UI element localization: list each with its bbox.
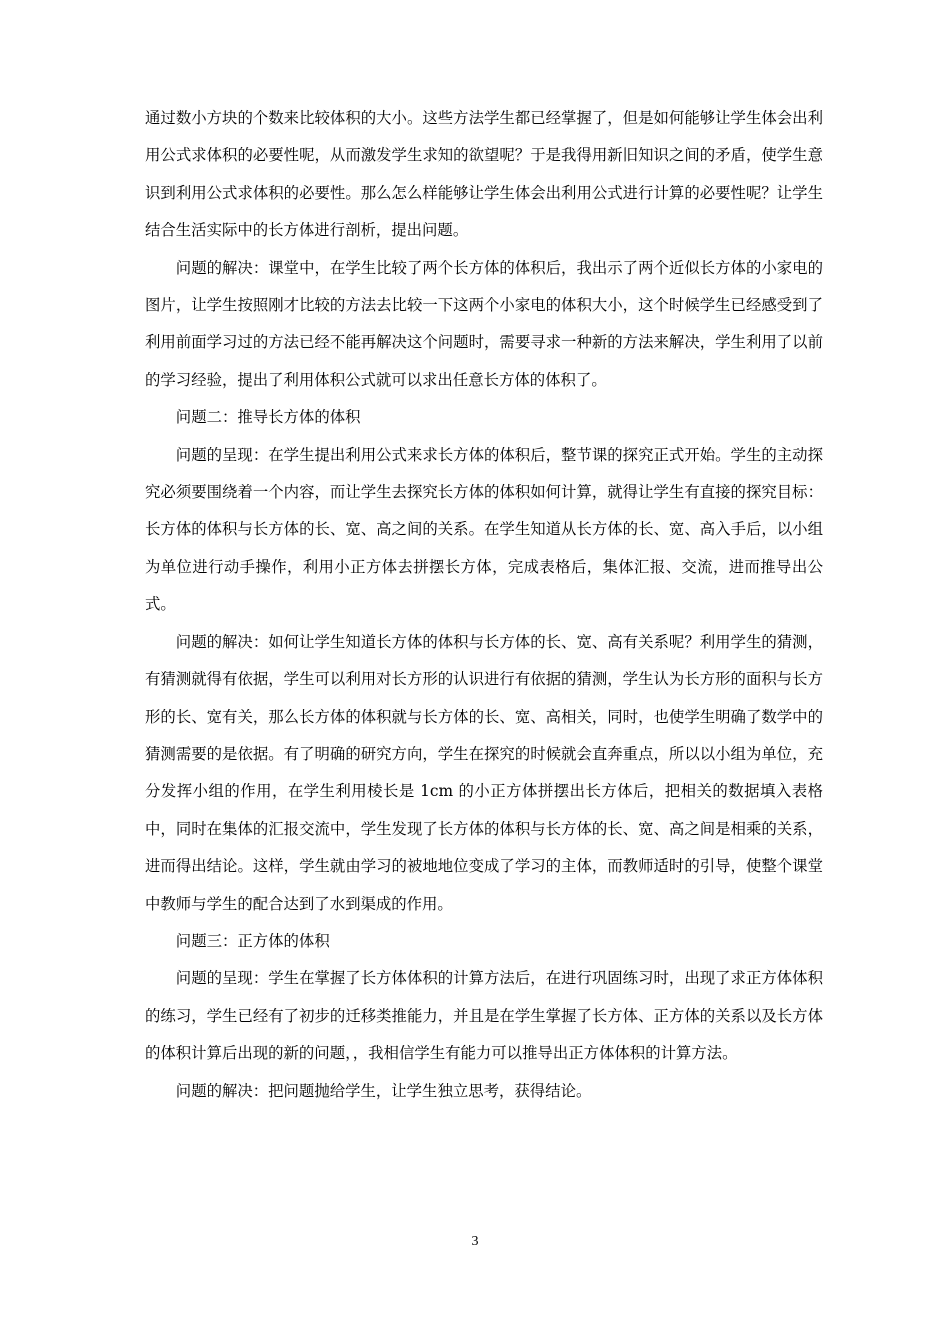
paragraph-8: 问题的解决：把问题抛给学生，让学生独立思考，获得结论。 (175, 1081, 592, 1100)
section-heading-problem-3: 问题三：正方体的体积 (175, 931, 330, 950)
document-body (145, 100, 823, 1110)
paragraph-7: 问题的呈现：学生在掌握了长方体体积的计算方法后，在进行巩固练习时，出现了求正方体体积的练习，学生已经有了初步的迁移类推能力，并且是在学生掌握了长方体、正方体的关系以及长方体的体积计算后出现的新的问题，，我相信学生有能力可以推导出正方体体积的计算方法。 (145, 969, 823, 1063)
paragraph-4: 问题的呈现：在学生提出利用公式来求长方体的体积后，整节课的探究正式开始。学生的主动探究必须要围绕着一个内容，而让学生去探究长方体的体积如何计算，就得让学生有直接的探究目标：长方体的体积与长方体的长、宽、高之间的关系。在学生知道从长方体的长、宽、高入手后，以小组为单位进行动手操作，利用小正方体去拼摆长方体，完成表格后，集体汇报、交流，进而推导出公式。 (145, 445, 823, 614)
section-heading-problem-2: 问题二：推导长方体的体积 (175, 408, 361, 427)
paragraph-1: 通过数小方块的个数来比较体积的大小。这些方法学生都已经掌握了，但是如何能够让学生体会出利用公式求体积的必要性呢，从而激发学生求知的欲望呢？于是我得用新旧知识之间的矛盾，使学生意识到利用公式求体积的必要性。那么怎么样能够让学生体会出利用公式进行计算的必要性呢？让学生结合生活实际中的长方体进行剖析，提出问题。 (145, 109, 823, 240)
paragraph-2: 问题的解决：课堂中，在学生比较了两个长方体的体积后，我出示了两个近似长方体的小家电的图片，让学生按照刚才比较的方法去比较一下这两个小家电的体积大小，这个时候学生已经感受到了利用前面学习过的方法已经不能再解决这个问题时，需要寻求一种新的方法来解决，学生利用了以前的学习经验，提出了利用体积公式就可以求出任意长方体的体积了。 (145, 258, 823, 389)
paragraph-5: 问题的解决：如何让学生知道长方体的体积与长方体的长、宽、高有关系呢？利用学生的猜测，有猜测就得有依据，学生可以利用对长方形的认识进行有依据的猜测，学生认为长方形的面积与长方形的长、宽有关，那么长方体的体积就与长方体的长、宽、高相关，同时，也使学生明确了数学中的猜测需要的是依据。有了明确的研究方向，学生在探究的时候就会直奔重点，所以以小组为单位，充分发挥小组的作用，在学生利用棱长是 1cm 的小正方体拼摆出长方体后，把相关的数据填入表格中，同时在集体的汇报交流中，学生发现了长方体的体积与长方体的长、宽、高之间是相乘的关系，进而得出结论。这样，学生就由学习的被地地位变成了学习的主体，而教师适时的引导，使整个课堂中教师与学生的配合达到了水到渠成的作用。 (145, 632, 823, 913)
page-number: 3 (471, 1234, 479, 1249)
